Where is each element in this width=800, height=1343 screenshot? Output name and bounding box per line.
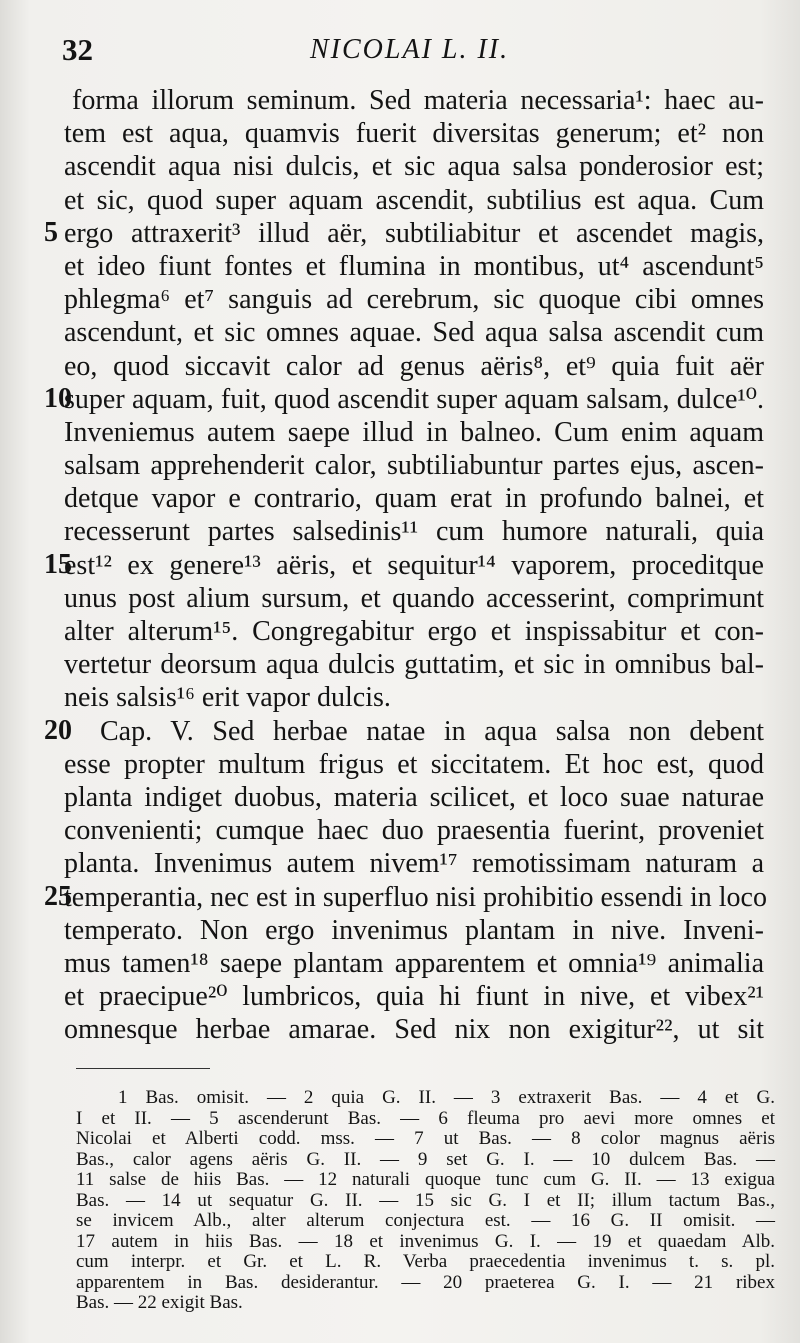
line-text: temperato. Non ergo invenimus plantam in nive. Inveni- bbox=[64, 914, 764, 946]
text-line bbox=[0, 847, 800, 880]
line-number: 25 bbox=[44, 880, 72, 912]
footnote-line bbox=[0, 1252, 800, 1273]
line-text: mus tamen¹⁸ saepe plantam apparentem et omnia¹⁹ animalia bbox=[64, 947, 764, 979]
line-text: tem est aqua, quamvis fuerit diversitas generum; et² non bbox=[64, 118, 764, 150]
text-line bbox=[0, 250, 800, 283]
line-text: Cap. V. Sed herbae natae in aqua salsa non debent bbox=[100, 715, 764, 747]
line-number: 5 bbox=[44, 216, 58, 248]
text-line bbox=[0, 150, 800, 183]
text-line bbox=[0, 416, 800, 449]
main-text bbox=[0, 84, 800, 1046]
text-line bbox=[0, 881, 800, 914]
text-line bbox=[0, 184, 800, 217]
line-text: unus post alium sursum, et quando accesserint, comprimunt bbox=[64, 582, 764, 614]
footnote-rule bbox=[76, 1068, 210, 1069]
footnote-text: Bas. — 22 exigit Bas. bbox=[76, 1292, 243, 1313]
line-text: ascendit aqua nisi dulcis, et sic aqua salsa ponderosior est; bbox=[64, 151, 764, 183]
footnote-line bbox=[0, 1211, 800, 1232]
footnote-text: apparentem in Bas. desiderantur. — 20 praeterea G. I. — 21 ribex bbox=[76, 1271, 775, 1293]
line-text: convenienti; cumque haec duo praesentia fuerint, proveniet bbox=[64, 815, 764, 847]
footnotes bbox=[0, 1088, 800, 1314]
line-text: eo, quod siccavit calor ad genus aëris⁸, et⁹ quia fuit aër bbox=[64, 350, 764, 382]
line-number: 15 bbox=[44, 548, 72, 580]
footnote-text: se invicem Alb., alter alterum conjectura est. — 16 G. II omisit. — bbox=[76, 1210, 775, 1231]
text-line bbox=[0, 947, 800, 980]
line-text: et praecipue²⁰ lumbricos, quia hi fiunt in nive, et vibex²¹ bbox=[64, 981, 764, 1013]
footnote-line bbox=[0, 1109, 800, 1130]
text-line bbox=[0, 681, 800, 714]
text-line bbox=[0, 914, 800, 947]
text-line bbox=[0, 84, 800, 117]
line-number: 10 bbox=[44, 382, 72, 414]
text-line bbox=[0, 383, 800, 416]
line-text: ascendunt, et sic omnes aquae. Sed aqua salsa ascendit cum bbox=[64, 317, 764, 349]
text-line bbox=[0, 715, 800, 748]
text-line bbox=[0, 350, 800, 383]
footnote-line bbox=[0, 1232, 800, 1253]
line-number: 20 bbox=[44, 714, 72, 746]
footnote-text: cum interpr. et Gr. et L. R. Verba praecedentia invenimus t. s. pl. bbox=[76, 1251, 775, 1272]
line-text: phlegma⁶ et⁷ sanguis ad cerebrum, sic quoque cibi omnes bbox=[64, 284, 764, 316]
line-text: ergo attraxerit³ illud aër, subtiliabitur et ascendet magis, bbox=[64, 217, 764, 249]
text-line bbox=[0, 117, 800, 150]
footnote-text: Bas. — 14 ut sequatur G. II. — 15 sic G. I et II; illum tactum Bas., bbox=[76, 1189, 775, 1211]
footnote-text: I et II. — 5 ascenderunt Bas. — 6 fleuma pro aevi more omnes et bbox=[76, 1107, 775, 1129]
line-text: et ideo fiunt fontes et flumina in montibus, ut⁴ ascendunt⁵ bbox=[64, 250, 764, 282]
text-line bbox=[0, 515, 800, 548]
running-head: NICOLAI L. II. bbox=[310, 34, 510, 65]
footnote-line bbox=[0, 1191, 800, 1212]
page-header bbox=[0, 28, 800, 68]
text-line bbox=[0, 1013, 800, 1046]
text-line bbox=[0, 648, 800, 681]
text-line bbox=[0, 449, 800, 482]
footnote-line bbox=[0, 1150, 800, 1171]
line-text: salsam apprehenderit calor, subtiliabuntur partes ejus, ascen- bbox=[64, 450, 764, 482]
footnote-text: Nicolai et Alberti codd. mss. — 7 ut Bas. — 8 color magnus aëris bbox=[76, 1128, 775, 1149]
line-text: temperantia, nec est in superfluo nisi prohibitio essendi in loco bbox=[64, 881, 767, 913]
footnote-text: 17 autem in hiis Bas. — 18 et invenimus G. I. — 19 et quaedam Alb. bbox=[76, 1230, 775, 1252]
footnote-text: 1 Bas. omisit. — 2 quia G. II. — 3 extraxerit Bas. — 4 et G. bbox=[118, 1087, 775, 1108]
text-line bbox=[0, 748, 800, 781]
text-line bbox=[0, 316, 800, 349]
text-line bbox=[0, 482, 800, 515]
text-line bbox=[0, 814, 800, 847]
line-text: Inveniemus autem saepe illud in balneo. Cum enim aquam bbox=[64, 416, 764, 448]
text-line bbox=[0, 582, 800, 615]
footnote-text: 11 salse de hiis Bas. — 12 naturali quoque tunc cum G. II. — 13 exigua bbox=[76, 1169, 775, 1190]
line-text: planta. Invenimus autem nivem¹⁷ remotissimam naturam a bbox=[64, 848, 764, 880]
line-text: est¹² ex genere¹³ aëris, et sequitur¹⁴ vaporem, proceditque bbox=[64, 549, 764, 581]
footnote-line bbox=[0, 1170, 800, 1191]
text-line bbox=[0, 217, 800, 250]
text-line bbox=[0, 549, 800, 582]
line-text: planta indiget duobus, materia scilicet, et loco suae naturae bbox=[64, 781, 764, 813]
footnote-line bbox=[0, 1273, 800, 1294]
line-text: neis salsis¹⁶ erit vapor dulcis. bbox=[64, 682, 391, 714]
footnote-line bbox=[0, 1293, 800, 1314]
text-line bbox=[0, 283, 800, 316]
line-text: forma illorum seminum. Sed materia necessaria¹: haec au- bbox=[72, 85, 764, 116]
footnote-line bbox=[0, 1129, 800, 1150]
page-number: 32 bbox=[62, 32, 93, 67]
footnote-line bbox=[0, 1088, 800, 1109]
line-text: super aquam, fuit, quod ascendit super aquam salsam, dulce¹⁰. bbox=[64, 383, 764, 415]
line-text: et sic, quod super aquam ascendit, subtilius est aqua. Cum bbox=[64, 184, 764, 216]
text-line bbox=[0, 615, 800, 648]
text-line bbox=[0, 781, 800, 814]
line-text: recesserunt partes salsedinis¹¹ cum humore naturali, quia bbox=[64, 516, 764, 548]
line-text: vertetur deorsum aqua dulcis guttatim, et sic in omnibus bal- bbox=[64, 649, 764, 681]
line-text: esse propter multum frigus et siccitatem. Et hoc est, quod bbox=[64, 748, 764, 780]
text-line bbox=[0, 980, 800, 1013]
line-text: omnesque herbae amarae. Sed nix non exigitur²², ut sit bbox=[64, 1014, 764, 1046]
line-text: alter alterum¹⁵. Congregabitur ergo et inspissabitur et con- bbox=[64, 616, 764, 647]
footnote-text: Bas., calor agens aëris G. II. — 9 set G. I. — 10 dulcem Bas. — bbox=[76, 1148, 775, 1170]
line-text: detque vapor e contrario, quam erat in profundo balnei, et bbox=[64, 483, 764, 515]
